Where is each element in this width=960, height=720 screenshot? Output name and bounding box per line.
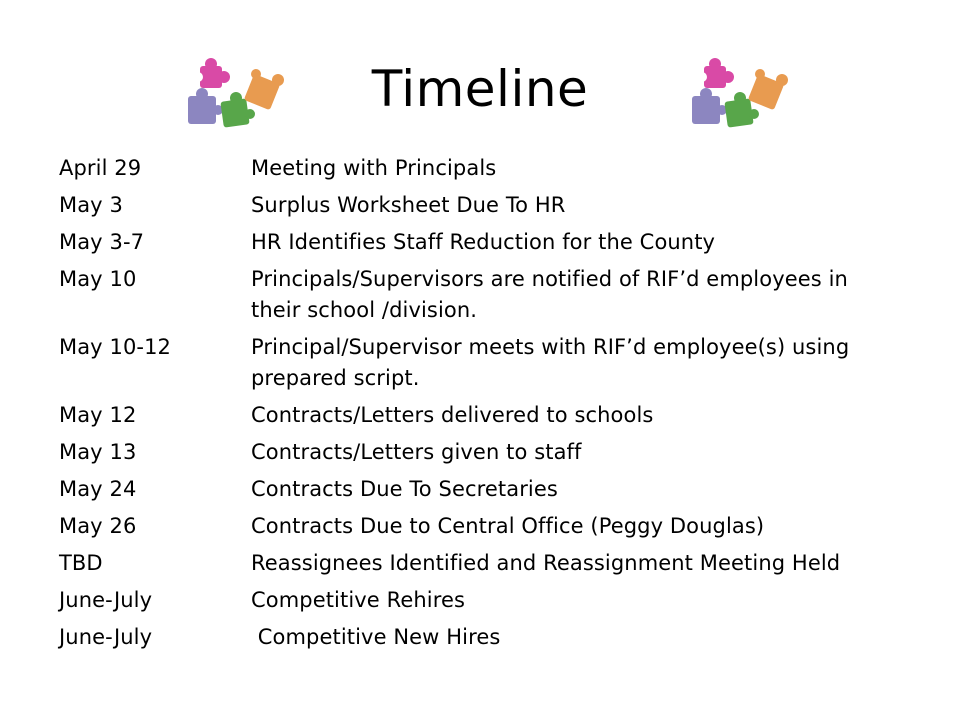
timeline-row — [59, 548, 899, 579]
event-date: May 12 — [59, 403, 137, 427]
timeline-row — [59, 585, 899, 616]
timeline-list — [59, 153, 899, 659]
event-description: Contracts/Letters given to staff — [251, 440, 582, 464]
event-date: June-July — [59, 625, 153, 649]
event-description: Principal/Supervisor meets with RIF’d employee(s) using prepared script. — [251, 335, 857, 390]
event-date: June-July — [59, 588, 153, 612]
event-date: May 26 — [59, 514, 137, 538]
timeline-row — [59, 622, 899, 653]
event-date: May 13 — [59, 440, 137, 464]
event-date: May 10-12 — [59, 335, 172, 359]
timeline-row — [59, 227, 899, 258]
puzzle-piece-purple — [692, 88, 727, 124]
event-date: May 10 — [59, 267, 137, 291]
event-description: Contracts Due To Secretaries — [251, 477, 558, 501]
event-date: May 3 — [59, 193, 123, 217]
timeline-row — [59, 437, 899, 468]
timeline-row — [59, 511, 899, 542]
puzzle-piece-orange — [748, 69, 788, 110]
event-description: Competitive Rehires — [251, 588, 466, 612]
event-description: HR Identifies Staff Reduction for the County — [251, 230, 716, 254]
event-description: Surplus Worksheet Due To HR — [251, 193, 566, 217]
event-date: May 24 — [59, 477, 137, 501]
event-date: TBD — [59, 551, 103, 575]
timeline-row — [59, 190, 899, 221]
event-description: Contracts/Letters delivered to schools — [251, 403, 654, 427]
event-date: May 3-7 — [59, 230, 145, 254]
slide-title: Timeline — [371, 60, 589, 118]
event-description: Reassignees Identified and Reassignment Meeting Held — [251, 551, 841, 575]
timeline-row — [59, 153, 899, 184]
event-date: April 29 — [59, 156, 142, 180]
event-description: Competitive New Hires — [251, 625, 501, 649]
puzzle-pieces-icon — [686, 56, 806, 136]
timeline-row — [59, 332, 899, 394]
puzzle-piece-pink — [697, 58, 734, 88]
event-description: Principals/Supervisors are notified of RIF’d employees in their school /division. — [251, 267, 855, 322]
timeline-row — [59, 474, 899, 505]
timeline-row — [59, 400, 899, 431]
event-description: Contracts Due to Central Office (Peggy Douglas) — [251, 514, 765, 538]
timeline-row — [59, 264, 899, 326]
event-description: Meeting with Principals — [251, 156, 497, 180]
